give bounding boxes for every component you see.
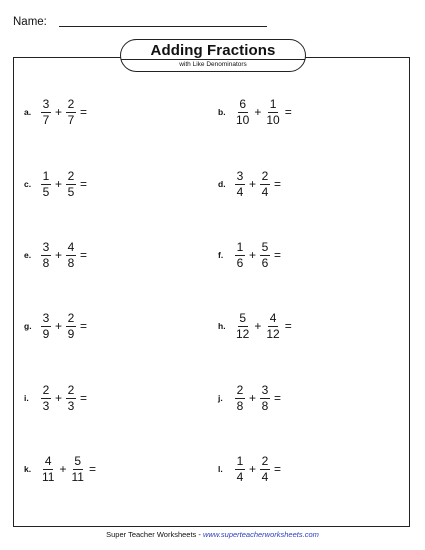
denominator: 10 [266, 112, 280, 127]
plus-sign: + [249, 177, 257, 191]
problem-l [218, 451, 284, 487]
equals-sign: = [274, 248, 282, 262]
problem-a [24, 94, 90, 130]
numerator: 5 [261, 239, 269, 254]
fraction-2 [66, 312, 76, 341]
worksheet-subtitle: with Like Denominators [179, 61, 247, 68]
denominator: 4 [236, 469, 244, 484]
fraction-2 [260, 170, 270, 199]
problem-d [218, 166, 284, 202]
denominator: 5 [42, 184, 50, 199]
fraction-1 [41, 170, 51, 199]
numerator: 4 [67, 239, 75, 254]
numerator: 3 [42, 96, 50, 111]
plus-sign: + [59, 462, 67, 476]
plus-sign: + [254, 319, 262, 333]
footer-url-link[interactable]: www.superteacherworksheets.com [202, 530, 319, 539]
equals-sign: = [80, 391, 88, 405]
problem-letter: l. [218, 464, 223, 474]
numerator: 5 [74, 453, 82, 468]
denominator: 6 [261, 255, 269, 270]
problem-letter: e. [24, 250, 32, 260]
equals-sign: = [80, 177, 88, 191]
numerator: 3 [261, 382, 269, 397]
denominator: 8 [67, 255, 75, 270]
numerator: 1 [236, 239, 244, 254]
fraction-1 [235, 312, 250, 341]
fraction-2 [66, 98, 76, 127]
problem-f [218, 237, 284, 273]
problem-letter: a. [24, 107, 32, 117]
fraction-2 [265, 312, 280, 341]
denominator: 9 [42, 326, 50, 341]
fraction-2 [66, 384, 76, 413]
fraction-2 [265, 98, 280, 127]
problem-letter: g. [24, 321, 32, 331]
denominator: 3 [42, 398, 50, 413]
denominator: 4 [261, 469, 269, 484]
denominator: 8 [236, 398, 244, 413]
denominator: 8 [261, 398, 269, 413]
numerator: 2 [67, 382, 75, 397]
plus-sign: + [55, 319, 63, 333]
name-label: Name: [13, 16, 47, 28]
numerator: 2 [42, 382, 50, 397]
fraction-2 [260, 241, 270, 270]
name-row [13, 14, 267, 29]
denominator: 4 [261, 184, 269, 199]
plus-sign: + [55, 391, 63, 405]
denominator: 3 [67, 398, 75, 413]
numerator: 4 [269, 310, 277, 325]
denominator: 7 [42, 112, 50, 127]
fraction-1 [235, 98, 250, 127]
fraction-2 [66, 170, 76, 199]
numerator: 3 [42, 239, 50, 254]
numerator: 4 [44, 453, 52, 468]
plus-sign: + [249, 248, 257, 262]
fraction-1 [235, 455, 245, 484]
numerator: 3 [42, 310, 50, 325]
equals-sign: = [284, 319, 292, 333]
fraction-2 [260, 455, 270, 484]
equals-sign: = [274, 177, 282, 191]
fraction-2 [260, 384, 270, 413]
numerator: 6 [239, 96, 247, 111]
problem-letter: k. [24, 464, 32, 474]
problem-e [24, 237, 90, 273]
plus-sign: + [254, 105, 262, 119]
plus-sign: + [55, 248, 63, 262]
problem-g [24, 308, 90, 344]
fraction-1 [41, 98, 51, 127]
fraction-2 [66, 241, 76, 270]
problem-j [218, 380, 284, 416]
denominator: 4 [236, 184, 244, 199]
denominator: 8 [42, 255, 50, 270]
fraction-1 [41, 241, 51, 270]
numerator: 1 [269, 96, 277, 111]
equals-sign: = [80, 105, 88, 119]
fraction-1 [41, 312, 51, 341]
title-box [120, 39, 306, 72]
numerator: 3 [236, 168, 244, 183]
equals-sign: = [284, 105, 292, 119]
denominator: 12 [266, 326, 280, 341]
plus-sign: + [249, 462, 257, 476]
worksheet-title: Adding Fractions [150, 42, 276, 59]
equals-sign: = [274, 391, 282, 405]
equals-sign: = [88, 462, 96, 476]
problem-letter: b. [218, 107, 226, 117]
denominator: 11 [42, 469, 55, 484]
numerator: 5 [239, 310, 247, 325]
plus-sign: + [249, 391, 257, 405]
numerator: 2 [261, 168, 269, 183]
equals-sign: = [274, 462, 282, 476]
fraction-2 [70, 455, 84, 484]
fraction-1 [235, 384, 245, 413]
problem-letter: j. [218, 393, 223, 403]
numerator: 1 [236, 453, 244, 468]
problem-b [218, 94, 295, 130]
problem-h [218, 308, 295, 344]
problem-k [24, 451, 99, 487]
problem-letter: d. [218, 179, 226, 189]
denominator: 9 [67, 326, 75, 341]
fraction-1 [41, 455, 55, 484]
footer [0, 530, 425, 540]
fraction-1 [235, 241, 245, 270]
denominator: 10 [236, 112, 250, 127]
problem-letter: c. [24, 179, 32, 189]
numerator: 2 [236, 382, 244, 397]
footer-brand: Super Teacher Worksheets [106, 530, 197, 539]
name-blank-line[interactable] [59, 14, 267, 27]
numerator: 1 [42, 168, 50, 183]
denominator: 11 [71, 469, 84, 484]
footer-separator: - [196, 530, 203, 539]
equals-sign: = [80, 248, 88, 262]
numerator: 2 [261, 453, 269, 468]
problem-i [24, 380, 90, 416]
problem-letter: h. [218, 321, 226, 331]
numerator: 2 [67, 96, 75, 111]
equals-sign: = [80, 319, 88, 333]
fraction-1 [235, 170, 245, 199]
numerator: 2 [67, 310, 75, 325]
problem-letter: i. [24, 393, 29, 403]
denominator: 5 [67, 184, 75, 199]
denominator: 6 [236, 255, 244, 270]
fraction-1 [41, 384, 51, 413]
plus-sign: + [55, 105, 63, 119]
denominator: 7 [67, 112, 75, 127]
denominator: 12 [236, 326, 250, 341]
numerator: 2 [67, 168, 75, 183]
plus-sign: + [55, 177, 63, 191]
problem-letter: f. [218, 250, 224, 260]
problem-c [24, 166, 90, 202]
